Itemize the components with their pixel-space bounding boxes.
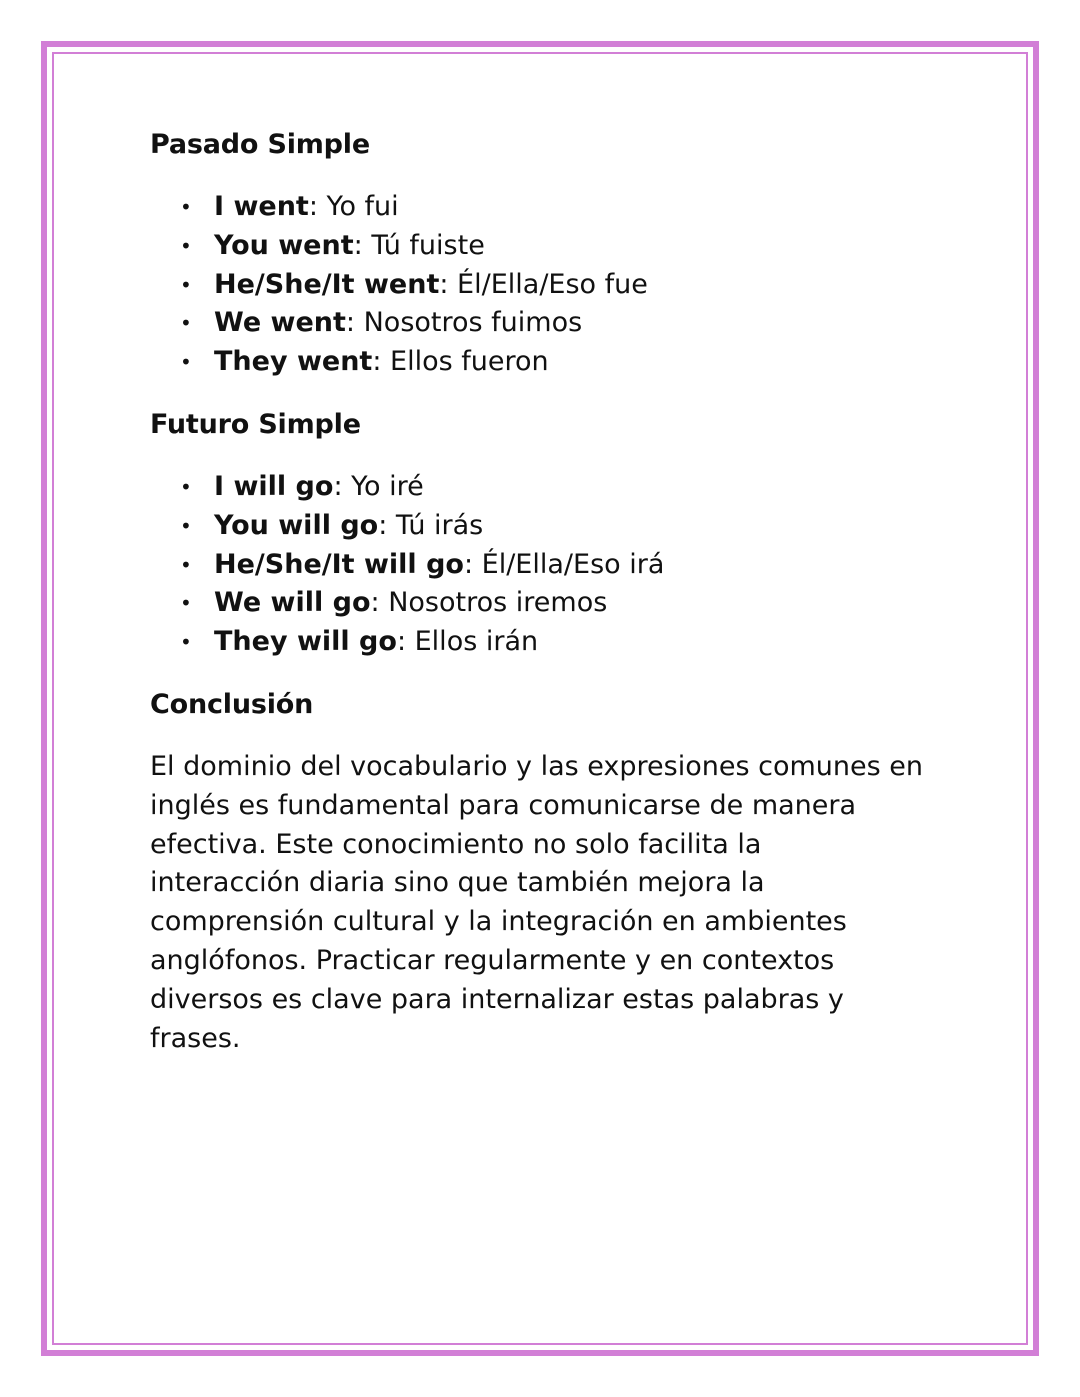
section-title-conclusion: Conclusión — [150, 688, 314, 720]
list-item: • You will go: Tú irás — [150, 507, 950, 546]
paragraph-line: inglés es fundamental para comunicarse de manera — [150, 789, 857, 821]
bullet-icon: • — [180, 513, 192, 538]
paragraph-line: diversos es clave para internalizar estas palabras y — [150, 983, 844, 1015]
translation: Nosotros fuimos — [363, 307, 583, 339]
translation: Tú fuiste — [371, 229, 485, 261]
paragraph-line: interacción diaria sino que también mejora la — [150, 867, 765, 899]
term: You went — [214, 229, 354, 261]
paragraph-line: anglófonos. Practicar regularmente y en contextos — [150, 944, 835, 976]
list-item: • They will go: Ellos irán — [150, 623, 950, 662]
term: They will go — [214, 626, 397, 658]
term: He/She/It will go — [214, 548, 464, 580]
paragraph-line: efectiva. Este conocimiento no solo facilita la — [150, 828, 762, 860]
term: They went — [214, 346, 373, 378]
section-title-futuro-simple: Futuro Simple — [150, 408, 361, 440]
list-item: • We will go: Nosotros iremos — [150, 584, 950, 623]
term: I went — [214, 191, 309, 222]
bullet-icon: • — [180, 195, 192, 219]
document-content — [150, 124, 950, 1058]
list-item: • They went: Ellos fueron — [150, 343, 950, 382]
paragraph-line: comprensión cultural y la integración en ambientes — [150, 906, 847, 938]
paragraph-line: frases. — [150, 1022, 241, 1054]
list-item: • He/She/It will go: Él/Ella/Eso irá — [150, 546, 950, 585]
list-item: • You went: Tú fuiste — [150, 227, 950, 266]
list-item: • We went: Nosotros fuimos — [150, 304, 950, 343]
paragraph-line: El dominio del vocabulario y las expresiones comunes en — [150, 750, 924, 782]
section-title-pasado-simple: Pasado Simple — [150, 129, 370, 160]
term: We went — [214, 307, 346, 339]
bullet-icon: • — [180, 350, 192, 375]
bullet-icon: • — [180, 272, 192, 297]
translation: Él/Ella/Eso irá — [481, 548, 665, 580]
bullet-icon: • — [180, 591, 192, 616]
bullet-icon: • — [180, 630, 192, 655]
translation: Ellos fueron — [390, 346, 549, 378]
list-pasado-simple — [150, 188, 950, 382]
term: We will go — [214, 587, 371, 619]
list-item: • I went: Yo fui — [150, 188, 950, 227]
list-item: • I will go: Yo iré — [150, 468, 950, 507]
list-futuro-simple — [150, 468, 950, 662]
bullet-icon: • — [180, 233, 192, 258]
term: You will go — [214, 509, 379, 541]
bullet-icon: • — [180, 311, 192, 336]
list-item: • He/She/It went: Él/Ella/Eso fue — [150, 266, 950, 305]
translation: Él/Ella/Eso fue — [457, 268, 648, 300]
term: He/She/It went — [214, 268, 440, 300]
translation: Yo iré — [351, 470, 424, 502]
bullet-icon: • — [180, 552, 192, 577]
term: I will go — [214, 470, 334, 502]
translation: Ellos irán — [414, 626, 539, 658]
conclusion-paragraph — [150, 748, 950, 1058]
translation: Nosotros iremos — [388, 587, 608, 619]
translation: Tú irás — [395, 509, 484, 541]
translation: Yo fui — [326, 191, 399, 222]
bullet-icon: • — [180, 474, 192, 499]
